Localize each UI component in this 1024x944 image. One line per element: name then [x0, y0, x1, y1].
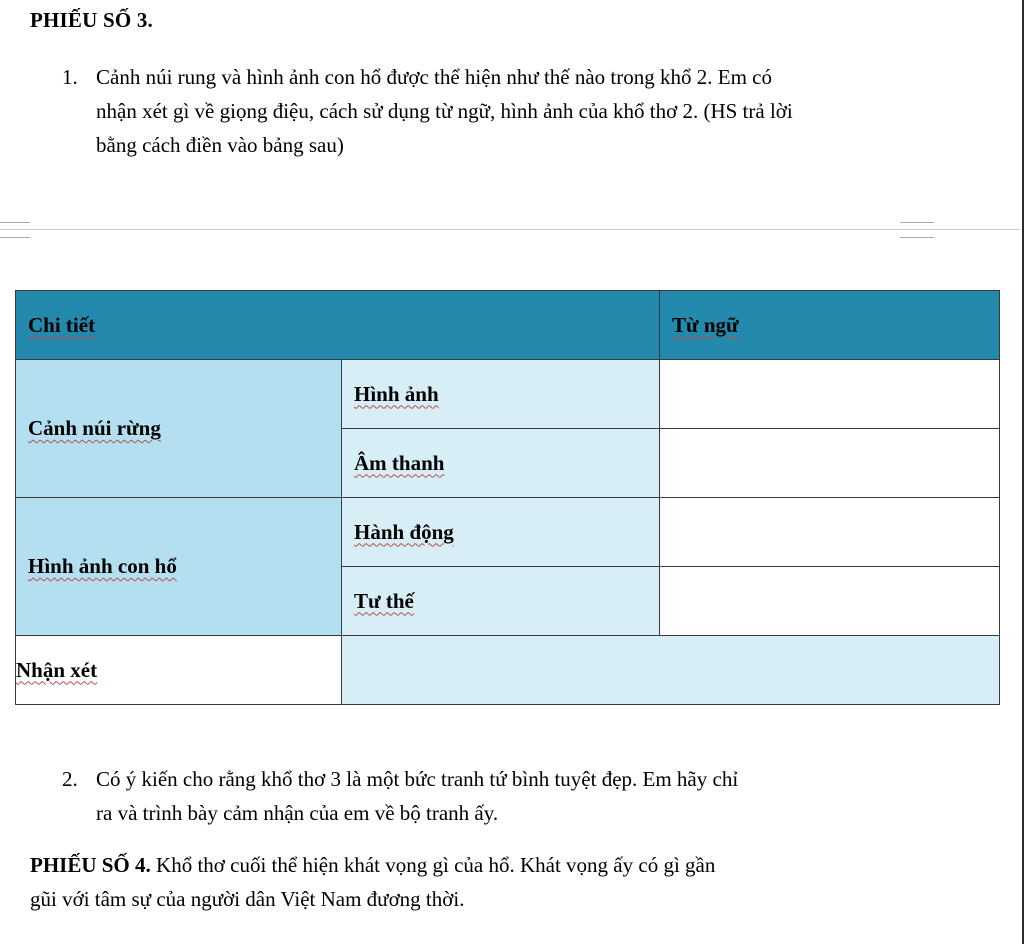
posture-cell: [342, 567, 660, 636]
table-row: [16, 360, 1000, 429]
question-2: [62, 762, 976, 830]
question-1-line-3: bằng cách điền vào bảng sau): [96, 133, 344, 157]
image-text: Hình ảnh: [354, 381, 439, 406]
group-tiger-text: Hình ảnh con hổ: [28, 554, 177, 578]
table-row: [16, 498, 1000, 567]
header-detail-cell: [16, 291, 660, 360]
question-1-number: 1.: [62, 65, 78, 89]
remark-label-cell: [16, 636, 342, 705]
sheet-4-line-2: gũi với tâm sự của người dân Việt Nam đương thời.: [30, 887, 465, 911]
table-header-row: [16, 291, 1000, 360]
sound-words-input-cell[interactable]: [660, 429, 1000, 498]
action-cell: [342, 498, 660, 567]
answer-table: [15, 290, 1000, 705]
group-tiger-cell: [16, 498, 342, 636]
section-separator: [0, 229, 1020, 230]
question-2-line-2: ra và trình bày cảm nhận của em về bộ tranh ấy.: [96, 801, 499, 825]
remark-input-cell[interactable]: [342, 636, 1000, 705]
tab-marker-right: [900, 222, 934, 238]
image-cell: [342, 360, 660, 429]
sound-cell: [342, 429, 660, 498]
question-1-line-2: nhận xét gì về giọng điệu, cách sử dụng từ ngữ, hình ảnh của khổ thơ 2. (HS trả lời: [96, 99, 793, 123]
question-2-line-1: Có ý kiến cho rằng khổ thơ 3 là một bức tranh tứ bình tuyệt đẹp. Em hãy chỉ: [96, 767, 739, 791]
image-words-input-cell[interactable]: [660, 360, 1000, 429]
sound-text: Âm thanh: [354, 450, 445, 475]
sheet-4: [30, 848, 930, 916]
action-words-input-cell[interactable]: [660, 498, 1000, 567]
posture-text: Tư thế: [354, 588, 414, 613]
header-detail-text: Chi tiết: [28, 312, 96, 337]
tab-marker-left: [0, 222, 30, 238]
group-scenery-cell: [16, 360, 342, 498]
header-words-cell: [660, 291, 1000, 360]
sheet-4-label: PHIẾU SỐ 4.: [30, 853, 151, 877]
group-scenery-text: Cảnh núi rừng: [28, 416, 161, 440]
posture-words-input-cell[interactable]: [660, 567, 1000, 636]
question-2-number: 2.: [62, 767, 78, 791]
table-row: [16, 636, 1000, 705]
header-words-text: Từ ngữ: [672, 312, 739, 337]
question-1-line-1: Cảnh núi rung và hình ảnh con hổ được thể hiện như thế nào trong khổ 2. Em có: [96, 65, 772, 89]
remark-text: Nhận xét: [16, 657, 98, 682]
action-text: Hành động: [354, 519, 454, 544]
sheet-4-line-1: Khổ thơ cuối thể hiện khát vọng gì của hổ. Khát vọng ấy có gì gần: [150, 853, 716, 877]
sheet-3-heading: PHIẾU SỐ 3.: [30, 8, 153, 32]
question-1: [62, 60, 996, 162]
